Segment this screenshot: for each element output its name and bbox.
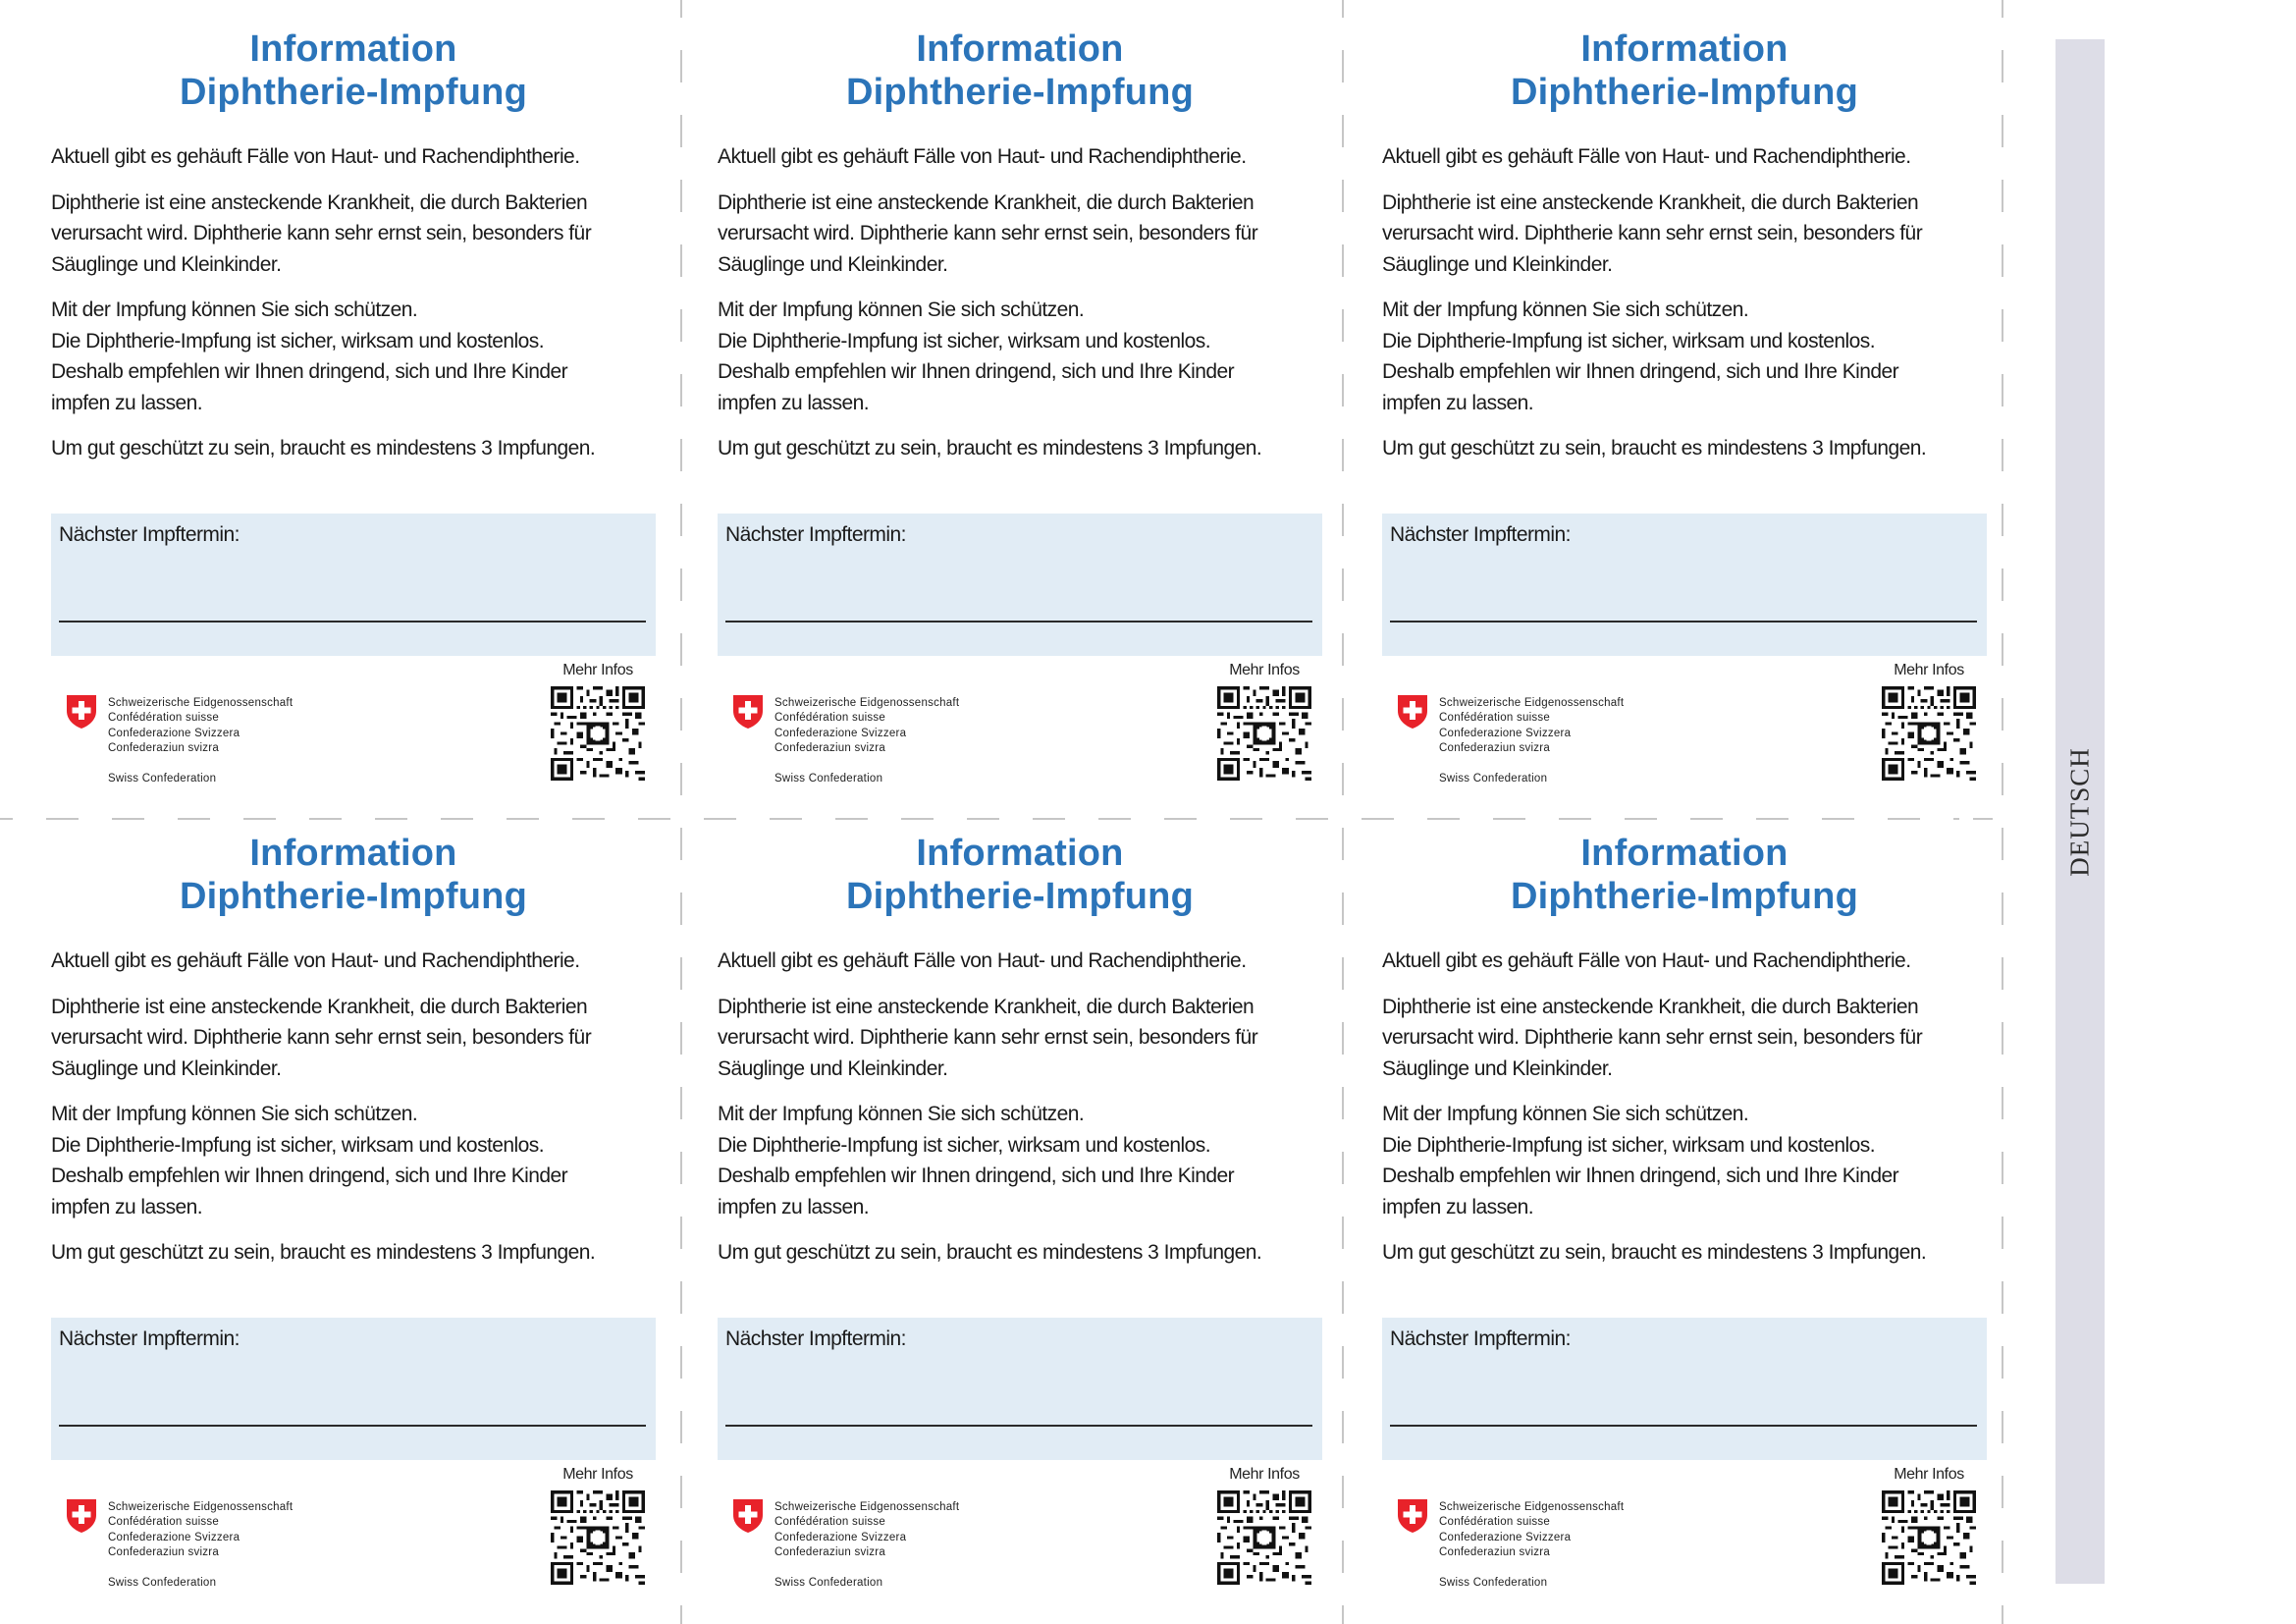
card-footer <box>718 656 1322 793</box>
card-title-line2: Diphtherie-Impfung <box>179 72 527 113</box>
text-line: Aktuell gibt es gehäuft Fälle von Haut- und Rachendiphtherie. <box>718 949 1247 972</box>
text-line: impfen zu lassen. <box>1382 1195 1534 1218</box>
text-line: Um gut geschützt zu sein, braucht es mindestens 3 Impfungen. <box>1382 1241 1927 1264</box>
federal-logo-text <box>1439 1500 1624 1591</box>
info-card <box>718 0 1322 795</box>
card-footer <box>51 656 656 793</box>
text-line: Mit der Impfung können Sie sich schützen. <box>51 298 418 321</box>
logo-line-fr: Confédération suisse <box>1439 712 1551 725</box>
paragraph-disease <box>51 188 679 281</box>
paragraph-vaccination <box>51 295 679 418</box>
text-line: Deshalb empfehlen wir Ihnen dringend, sich und Ihre Kinder <box>718 1164 1235 1187</box>
appointment-label: Nächster Impftermin: <box>1390 523 1571 546</box>
card-title <box>1362 27 2006 114</box>
qr-code-icon[interactable] <box>1217 1490 1311 1585</box>
card-title <box>31 27 675 114</box>
appointment-box <box>51 1318 656 1460</box>
card-title-line2: Diphtherie-Impfung <box>845 72 1194 113</box>
appointment-box <box>1382 1318 1987 1460</box>
more-info-label: Mehr Infos <box>1229 662 1300 678</box>
paragraph-doses <box>718 1237 1346 1269</box>
appointment-box <box>718 514 1322 656</box>
text-line: verursacht wird. Diphtherie kann sehr ernst sein, besonders für <box>1382 222 1923 244</box>
paragraph-vaccination <box>1382 295 2010 418</box>
appointment-label: Nächster Impftermin: <box>59 523 240 546</box>
logo-line-rm: Confederaziun svizra <box>1439 1545 1551 1558</box>
text-line: Um gut geschützt zu sein, braucht es mindestens 3 Impfungen. <box>51 437 596 460</box>
text-line: Deshalb empfehlen wir Ihnen dringend, sich und Ihre Kinder <box>51 360 568 383</box>
card-title <box>698 27 1342 114</box>
paragraph-doses <box>718 433 1346 464</box>
text-line: verursacht wird. Diphtherie kann sehr ernst sein, besonders für <box>718 1026 1258 1049</box>
text-line: Mit der Impfung können Sie sich schützen. <box>718 1103 1085 1125</box>
text-line: Mit der Impfung können Sie sich schützen. <box>1382 298 1749 321</box>
paragraph-intro <box>51 946 679 977</box>
appointment-box <box>718 1318 1322 1460</box>
logo-line-en: Swiss Confederation <box>1439 1577 1548 1590</box>
card-body <box>718 141 1346 479</box>
text-line: Säuglinge und Kleinkinder. <box>51 1056 282 1080</box>
text-line: Die Diphtherie-Impfung ist sicher, wirksam und kostenlos. <box>718 1133 1211 1157</box>
swiss-shield-icon <box>732 1498 764 1534</box>
logo-line-it: Confederazione Svizzera <box>1439 1531 1572 1543</box>
card-title-line1: Information <box>249 28 457 70</box>
appointment-label: Nächster Impftermin: <box>1390 1327 1571 1350</box>
logo-line-de: Schweizerische Eidgenossenschaft <box>1439 697 1625 709</box>
more-info-label: Mehr Infos <box>1894 1466 1964 1483</box>
paragraph-disease <box>718 188 1346 281</box>
text-line: Diphtherie ist eine ansteckende Krankheit, die durch Bakterien <box>718 995 1255 1018</box>
paragraph-intro <box>51 141 679 173</box>
paragraph-disease <box>1382 188 2010 281</box>
info-card <box>1382 804 1987 1599</box>
paragraph-intro <box>1382 141 2010 173</box>
text-line: Die Diphtherie-Impfung ist sicher, wirksam und kostenlos. <box>718 329 1211 352</box>
text-line: verursacht wird. Diphtherie kann sehr ernst sein, besonders für <box>718 222 1258 244</box>
logo-line-fr: Confédération suisse <box>1439 1516 1551 1529</box>
logo-line-it: Confederazione Svizzera <box>1439 727 1572 739</box>
paragraph-doses <box>51 1237 679 1269</box>
paragraph-vaccination <box>1382 1099 2010 1222</box>
federal-logo-text <box>774 1500 959 1591</box>
text-line: Die Diphtherie-Impfung ist sicher, wirksam und kostenlos. <box>1382 329 1876 352</box>
appointment-box <box>51 514 656 656</box>
swiss-shield-icon <box>1397 1498 1428 1534</box>
logo-line-rm: Confederaziun svizra <box>774 1545 886 1558</box>
info-card <box>51 0 656 795</box>
text-line: verursacht wird. Diphtherie kann sehr ernst sein, besonders für <box>51 1026 592 1049</box>
text-line: verursacht wird. Diphtherie kann sehr ernst sein, besonders für <box>1382 1026 1923 1049</box>
card-title-line1: Information <box>916 28 1124 70</box>
federal-logo-text <box>1439 696 1624 786</box>
qr-code-icon[interactable] <box>551 686 645 781</box>
text-line: Diphtherie ist eine ansteckende Krankheit, die durch Bakterien <box>1382 190 1919 214</box>
appointment-write-line[interactable] <box>725 1425 1312 1427</box>
federal-logo-text <box>774 696 959 786</box>
card-title-line2: Diphtherie-Impfung <box>1510 876 1858 917</box>
logo-line-en: Swiss Confederation <box>108 773 217 785</box>
logo-line-fr: Confédération suisse <box>108 1516 220 1529</box>
text-line: Mit der Impfung können Sie sich schützen. <box>51 1103 418 1125</box>
text-line: Deshalb empfehlen wir Ihnen dringend, sich und Ihre Kinder <box>1382 360 1899 383</box>
vertical-cut-line <box>680 0 682 1624</box>
logo-line-en: Swiss Confederation <box>108 1577 217 1590</box>
info-card <box>718 804 1322 1599</box>
qr-code-icon[interactable] <box>1882 686 1976 781</box>
card-title-line2: Diphtherie-Impfung <box>1510 72 1858 113</box>
language-strip <box>2056 39 2105 1584</box>
logo-line-de: Schweizerische Eidgenossenschaft <box>108 1501 294 1513</box>
text-line: Säuglinge und Kleinkinder. <box>1382 1056 1613 1080</box>
paragraph-intro <box>718 141 1346 173</box>
text-line: impfen zu lassen. <box>718 1195 870 1218</box>
text-line: Diphtherie ist eine ansteckende Krankheit, die durch Bakterien <box>51 995 588 1018</box>
card-body <box>1382 141 2010 479</box>
qr-code-icon[interactable] <box>1217 686 1311 781</box>
card-title-line2: Diphtherie-Impfung <box>179 876 527 917</box>
paragraph-doses <box>1382 1237 2010 1269</box>
text-line: impfen zu lassen. <box>718 391 870 414</box>
card-title-line1: Information <box>249 833 457 874</box>
logo-line-fr: Confédération suisse <box>774 1516 886 1529</box>
swiss-shield-icon <box>66 694 97 730</box>
appointment-box <box>1382 514 1987 656</box>
card-title-line1: Information <box>916 833 1124 874</box>
card-body <box>718 946 1346 1283</box>
logo-line-de: Schweizerische Eidgenossenschaft <box>774 1501 960 1513</box>
text-line: impfen zu lassen. <box>51 1195 203 1218</box>
text-line: Aktuell gibt es gehäuft Fälle von Haut- und Rachendiphtherie. <box>51 145 580 168</box>
text-line: Die Diphtherie-Impfung ist sicher, wirksam und kostenlos. <box>51 329 545 352</box>
text-line: Deshalb empfehlen wir Ihnen dringend, sich und Ihre Kinder <box>51 1164 568 1187</box>
logo-line-rm: Confederaziun svizra <box>1439 741 1551 754</box>
logo-line-de: Schweizerische Eidgenossenschaft <box>774 697 960 709</box>
card-title <box>698 832 1342 918</box>
logo-line-it: Confederazione Svizzera <box>108 1531 240 1543</box>
logo-line-rm: Confederaziun svizra <box>108 1545 220 1558</box>
card-footer <box>718 1460 1322 1597</box>
text-line: Aktuell gibt es gehäuft Fälle von Haut- und Rachendiphtherie. <box>1382 145 1911 168</box>
more-info-label: Mehr Infos <box>1894 662 1964 678</box>
text-line: Mit der Impfung können Sie sich schützen. <box>1382 1103 1749 1125</box>
paragraph-disease <box>718 992 1346 1085</box>
text-line: Um gut geschützt zu sein, braucht es mindestens 3 Impfungen. <box>718 437 1262 460</box>
card-footer <box>1382 656 1987 793</box>
logo-line-it: Confederazione Svizzera <box>774 1531 907 1543</box>
logo-line-rm: Confederaziun svizra <box>774 741 886 754</box>
logo-line-it: Confederazione Svizzera <box>108 727 240 739</box>
more-info-label: Mehr Infos <box>562 1466 633 1483</box>
text-line: Mit der Impfung können Sie sich schützen. <box>718 298 1085 321</box>
appointment-label: Nächster Impftermin: <box>59 1327 240 1350</box>
logo-line-en: Swiss Confederation <box>1439 773 1548 785</box>
card-title <box>1362 832 2006 918</box>
card-title-line2: Diphtherie-Impfung <box>845 876 1194 917</box>
appointment-write-line[interactable] <box>1390 621 1977 623</box>
text-line: Säuglinge und Kleinkinder. <box>1382 252 1613 276</box>
text-line: Diphtherie ist eine ansteckende Krankheit, die durch Bakterien <box>1382 995 1919 1018</box>
text-line: impfen zu lassen. <box>51 391 203 414</box>
paragraph-vaccination <box>718 1099 1346 1222</box>
paragraph-disease <box>1382 992 2010 1085</box>
text-line: Diphtherie ist eine ansteckende Krankheit, die durch Bakterien <box>51 190 588 214</box>
paragraph-vaccination <box>51 1099 679 1222</box>
text-line: Säuglinge und Kleinkinder. <box>718 252 948 276</box>
logo-line-fr: Confédération suisse <box>774 712 886 725</box>
card-body <box>51 946 679 1283</box>
appointment-write-line[interactable] <box>59 1425 646 1427</box>
card-title-line1: Information <box>1580 833 1789 874</box>
info-card <box>1382 0 1987 795</box>
appointment-write-line[interactable] <box>59 621 646 623</box>
qr-code-icon[interactable] <box>1882 1490 1976 1585</box>
appointment-write-line[interactable] <box>725 621 1312 623</box>
card-footer <box>1382 1460 1987 1597</box>
federal-logo-text <box>108 1500 293 1591</box>
more-info-label: Mehr Infos <box>562 662 633 678</box>
qr-code-icon[interactable] <box>551 1490 645 1585</box>
logo-line-en: Swiss Confederation <box>774 1577 883 1590</box>
logo-line-fr: Confédération suisse <box>108 712 220 725</box>
language-label: DEUTSCH <box>2064 746 2095 877</box>
card-title <box>31 832 675 918</box>
paragraph-intro <box>1382 946 2010 977</box>
appointment-label: Nächster Impftermin: <box>725 1327 906 1350</box>
text-line: verursacht wird. Diphtherie kann sehr ernst sein, besonders für <box>51 222 592 244</box>
card-body <box>51 141 679 479</box>
text-line: Säuglinge und Kleinkinder. <box>51 252 282 276</box>
paragraph-doses <box>1382 433 2010 464</box>
card-title-line1: Information <box>1580 28 1789 70</box>
paragraph-disease <box>51 992 679 1085</box>
text-line: Die Diphtherie-Impfung ist sicher, wirksam und kostenlos. <box>51 1133 545 1157</box>
text-line: Aktuell gibt es gehäuft Fälle von Haut- und Rachendiphtherie. <box>1382 949 1911 972</box>
paragraph-intro <box>718 946 1346 977</box>
appointment-label: Nächster Impftermin: <box>725 523 906 546</box>
text-line: Aktuell gibt es gehäuft Fälle von Haut- und Rachendiphtherie. <box>718 145 1247 168</box>
federal-logo-text <box>108 696 293 786</box>
text-line: Um gut geschützt zu sein, braucht es mindestens 3 Impfungen. <box>1382 437 1927 460</box>
text-line: Deshalb empfehlen wir Ihnen dringend, sich und Ihre Kinder <box>1382 1164 1899 1187</box>
text-line: impfen zu lassen. <box>1382 391 1534 414</box>
appointment-write-line[interactable] <box>1390 1425 1977 1427</box>
logo-line-it: Confederazione Svizzera <box>774 727 907 739</box>
text-line: Aktuell gibt es gehäuft Fälle von Haut- und Rachendiphtherie. <box>51 949 580 972</box>
text-line: Deshalb empfehlen wir Ihnen dringend, sich und Ihre Kinder <box>718 360 1235 383</box>
text-line: Säuglinge und Kleinkinder. <box>718 1056 948 1080</box>
swiss-shield-icon <box>66 1498 97 1534</box>
card-footer <box>51 1460 656 1597</box>
paragraph-vaccination <box>718 295 1346 418</box>
info-card <box>51 804 656 1599</box>
card-body <box>1382 946 2010 1283</box>
paragraph-doses <box>51 433 679 464</box>
text-line: Um gut geschützt zu sein, braucht es mindestens 3 Impfungen. <box>718 1241 1262 1264</box>
logo-line-rm: Confederaziun svizra <box>108 741 220 754</box>
text-line: Um gut geschützt zu sein, braucht es mindestens 3 Impfungen. <box>51 1241 596 1264</box>
swiss-shield-icon <box>732 694 764 730</box>
logo-line-de: Schweizerische Eidgenossenschaft <box>108 697 294 709</box>
more-info-label: Mehr Infos <box>1229 1466 1300 1483</box>
text-line: Die Diphtherie-Impfung ist sicher, wirksam und kostenlos. <box>1382 1133 1876 1157</box>
text-line: Diphtherie ist eine ansteckende Krankheit, die durch Bakterien <box>718 190 1255 214</box>
logo-line-de: Schweizerische Eidgenossenschaft <box>1439 1501 1625 1513</box>
logo-line-en: Swiss Confederation <box>774 773 883 785</box>
swiss-shield-icon <box>1397 694 1428 730</box>
